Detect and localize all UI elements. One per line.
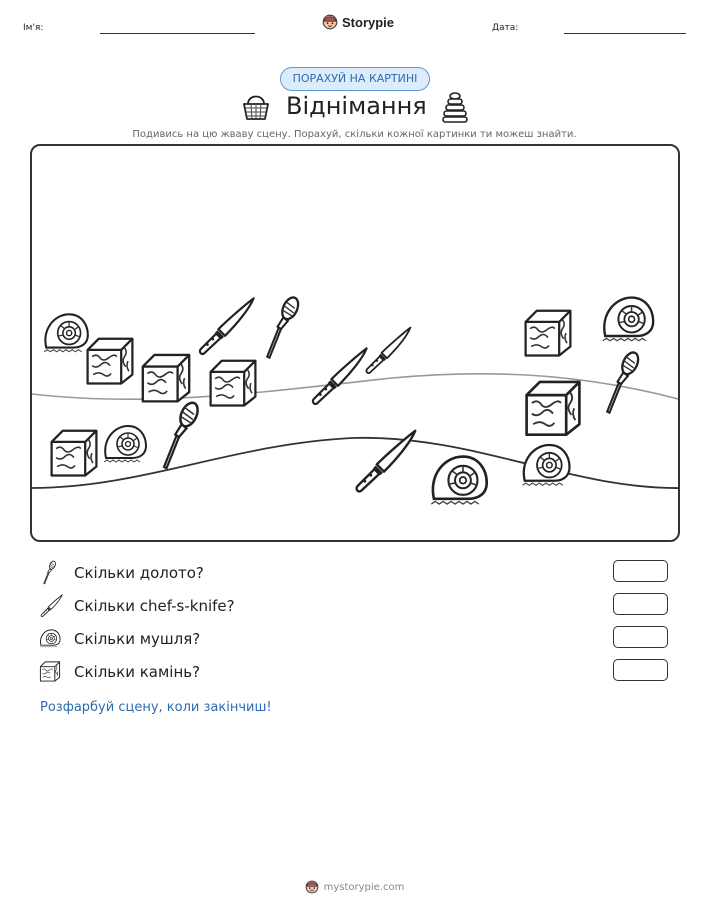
chef-knife-icon <box>38 593 64 619</box>
shell-icon <box>44 314 88 351</box>
coloring-instruction: Розфарбуй сцену, коли закінчиш! <box>40 700 272 715</box>
stone-icon <box>143 355 189 401</box>
question-row <box>38 560 678 586</box>
date-label: Дата: <box>492 23 519 33</box>
stone-icon <box>211 361 256 406</box>
counting-scene <box>30 144 680 542</box>
footer <box>0 880 709 894</box>
question-row <box>38 593 678 619</box>
question-text: Скільки мушля? <box>74 630 201 648</box>
page-title: Віднімання <box>286 92 427 120</box>
stone-icon <box>526 311 571 356</box>
basket-icon <box>241 92 271 122</box>
mascot-icon <box>305 880 319 894</box>
header <box>0 14 709 42</box>
name-label: Ім'я: <box>23 23 44 33</box>
stone-icon <box>52 431 97 476</box>
knife-icon <box>200 298 254 354</box>
shell-icon <box>104 426 146 462</box>
stone-icon <box>38 659 64 685</box>
name-line[interactable] <box>100 33 255 34</box>
chisel-icon <box>607 350 641 413</box>
scene-illustration <box>32 146 680 542</box>
question-text: Скільки долото? <box>74 564 204 582</box>
brand-logo <box>322 14 394 30</box>
stone-icon <box>88 339 133 384</box>
question-text: Скільки chef-s-knife? <box>74 597 235 615</box>
ring-stack-icon <box>440 90 470 124</box>
brand-name: Storypie <box>342 14 395 30</box>
footer-url[interactable]: mystorypie.com <box>323 881 405 893</box>
answer-box[interactable] <box>613 560 668 582</box>
page-subtitle: Подивись на цю жваву сцену. Порахуй, скільки кожної картинки ти можеш знайти. <box>132 129 577 140</box>
knife-icon <box>366 328 410 373</box>
answer-box[interactable] <box>613 659 668 681</box>
knife-icon <box>313 348 367 404</box>
shell-icon <box>522 445 569 485</box>
chisel-icon <box>164 400 201 468</box>
question-row <box>38 626 678 652</box>
chisel-icon <box>38 560 64 586</box>
chisel-icon <box>267 295 301 358</box>
shell-icon <box>603 298 653 341</box>
title-row <box>0 92 709 126</box>
stone-icon <box>527 382 580 435</box>
date-line[interactable] <box>564 33 686 34</box>
question-row <box>38 659 678 685</box>
shell-icon <box>38 626 64 652</box>
shell-icon <box>431 457 486 505</box>
knife-icon <box>357 431 416 492</box>
mascot-icon <box>322 14 338 30</box>
question-text: Скільки камінь? <box>74 663 201 681</box>
answer-box[interactable] <box>613 593 668 615</box>
answer-box[interactable] <box>613 626 668 648</box>
category-badge: ПОРАХУЙ НА КАРТИНІ <box>280 67 430 91</box>
